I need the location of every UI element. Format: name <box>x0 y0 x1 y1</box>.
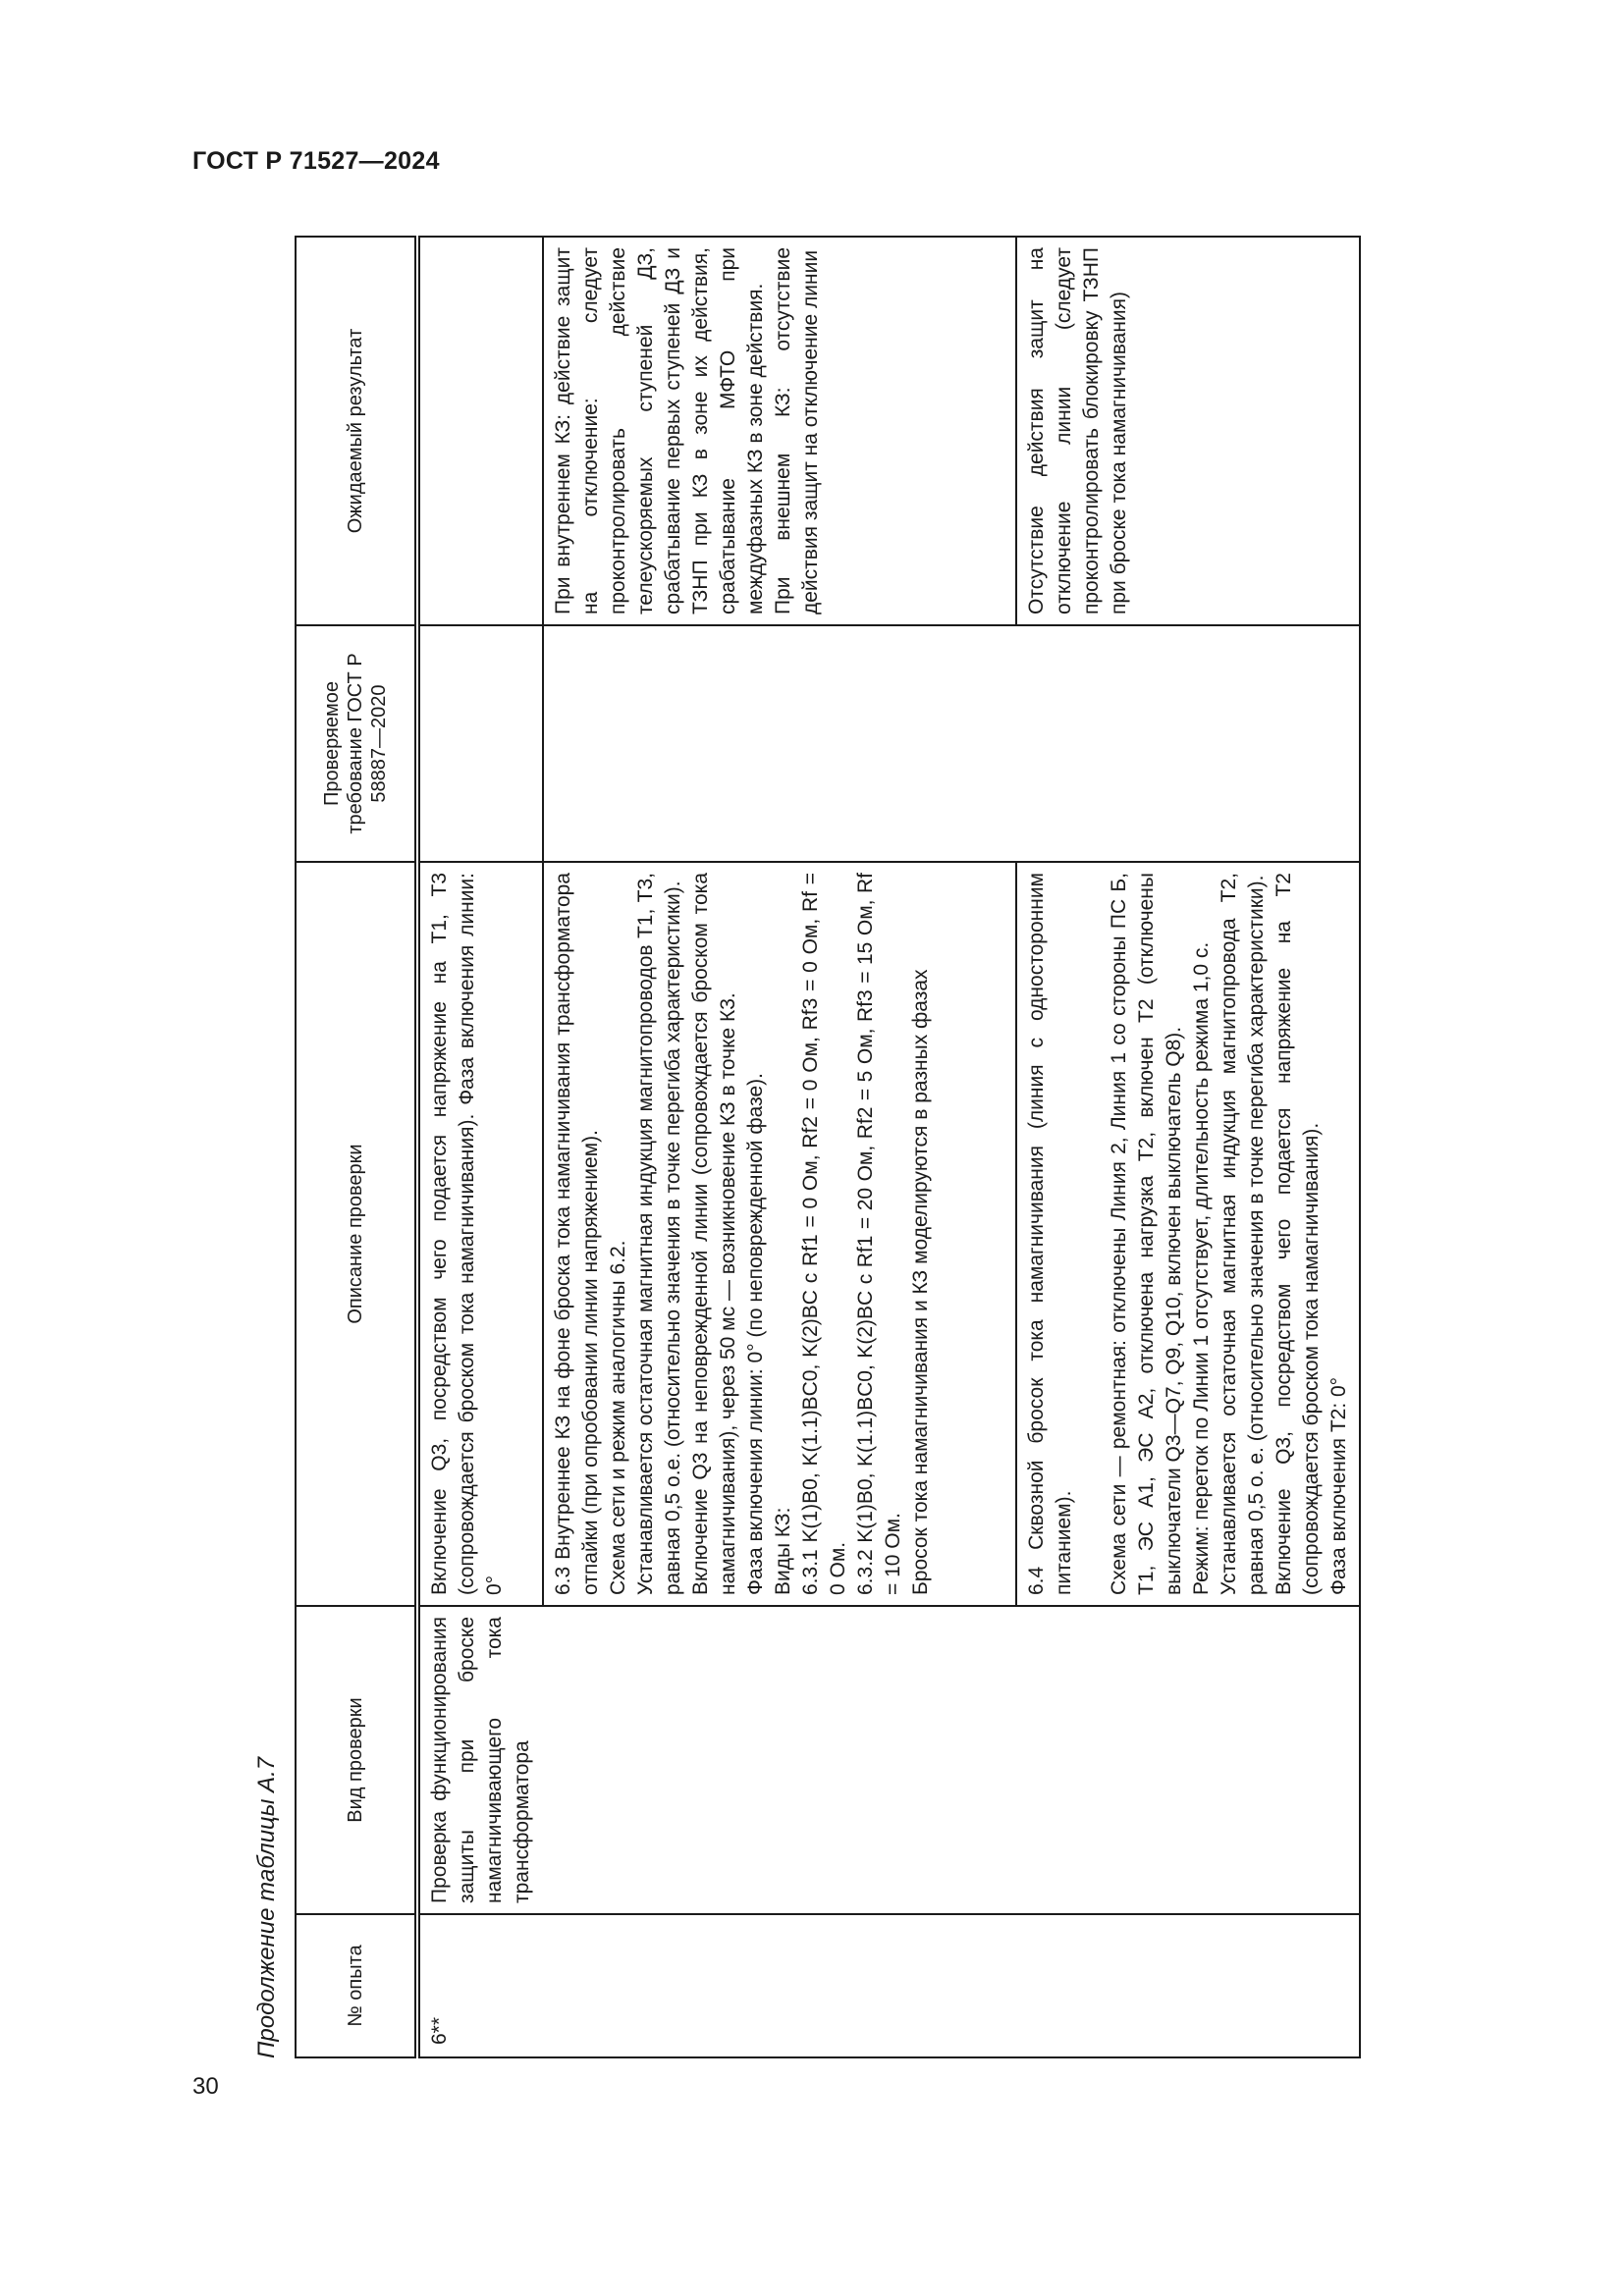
desc-6-4-p6: Фаза включения Т2: 0° <box>1327 1376 1350 1595</box>
desc-6-3-p2: Схема сети и режим аналогичны 6.2. <box>607 1240 629 1595</box>
column-header-type: Вид проверки <box>296 1606 417 1914</box>
desc-6-3-p4: Включение Q3 на неповрежденной линии (сопровождается броском тока намагничивания), через 50 мс — возникновение КЗ в точке К3. <box>689 873 739 1595</box>
desc-6-3-p6: Виды КЗ: <box>772 1507 794 1595</box>
description-6-4 <box>1016 862 1360 1606</box>
intro-result <box>417 237 543 625</box>
desc-6-3-p9: Бросок тока намагничивания и КЗ моделируются в разных фазах <box>909 969 932 1595</box>
intro-requirement <box>417 625 543 862</box>
document-header: ГОСТ Р 71527—2024 <box>192 147 440 175</box>
desc-6-3-p3: Устанавливается остаточная магнитная индукция магнитопроводов Т1, Т3, равная 0,5 о.е. (относительно значения в точке перегиба характеристики). <box>634 873 684 1595</box>
desc-6-4-p1: 6.4 Сквозной бросок тока намагничивания (линия с односторонним питанием). <box>1025 873 1075 1595</box>
desc-6-4-p5: Включение Q3, посредством чего подается напряжение на Т2 (сопровождается броском тока намагничивания). <box>1272 873 1323 1595</box>
desc-6-3-p7: 6.3.1 K(1)B0, K(1.1)BC0, K(2)BC с Rf1 = 0 Ом, Rf2 = 0 Ом, Rf3 = 0 Ом, Rf = 0 Ом. <box>799 873 849 1595</box>
test-table <box>295 236 1361 2058</box>
test-number: 6** <box>417 1914 1360 2057</box>
requirement-cell <box>543 625 1360 862</box>
column-header-requirement: Проверяемое требование ГОСТ Р 58887—2020 <box>296 625 417 862</box>
table-row-intro <box>417 237 543 2057</box>
result-6-3-internal: При внутреннем КЗ: действие защит на отключение: следует проконтролировать действие телеускоряемых ступеней ДЗ, срабатывание первых ступеней ДЗ и ТЗНП при КЗ в зоне их действия, срабатывание МФТО при междуфазных КЗ в зоне действия. <box>552 247 767 614</box>
table-caption: Продолжение таблицы А.7 <box>253 1756 280 2058</box>
column-header-result: Ожидаемый результат <box>296 237 417 625</box>
spacer <box>1078 873 1106 1595</box>
column-header-num: № опыта <box>296 1914 417 2057</box>
page-number: 30 <box>192 2073 219 2100</box>
description-6-3 <box>543 862 1016 1606</box>
desc-6-3-p5: Фаза включения линии: 0° (по неповрежденной фазе). <box>744 1073 767 1595</box>
table-header-row <box>296 237 417 2057</box>
test-type: Проверка функционирования защиты при броске намагничивающего тока трансформатора <box>417 1606 1360 1914</box>
desc-6-4-p3: Режим: переток по Линии 1 отсутствует, длительность режима 1,0 с. <box>1190 941 1213 1595</box>
desc-6-4-p4: Устанавливается остаточная магнитная индукция магнитопровода Т2, равная 0,5 о. е. (относительно значения в точке перегиба характеристики). <box>1218 873 1268 1595</box>
desc-6-3-p1: 6.3 Внутреннее КЗ на фоне броска тока намагничивания трансформатора отпайки (при опробовании линии напряжением). <box>552 873 602 1595</box>
desc-6-3-p8: 6.3.2 K(1)B0, K(1.1)BC0, K(2)BC с Rf1 = 20 Ом, Rf2 = 5 Ом, Rf3 = 15 Ом, Rf = 10 Ом. <box>854 873 904 1595</box>
intro-description: Включение Q3, посредством чего подается напряжение на Т1, Т3 (сопровождается броском тока намагничивания). Фаза включения линии: 0° <box>417 862 543 1606</box>
rotated-table-block <box>244 236 1468 2058</box>
desc-6-4-p2: Схема сети — ремонтная: отключены Линия 2, Линия 1 со стороны ПС Б, Т1, ЭС А1, ЭС А2, отключена нагрузка Т2, включен Т2 (отключены выключатели Q3—Q7, Q9, Q10, включен выключатель Q8). <box>1108 873 1185 1595</box>
result-6-3 <box>543 237 1016 625</box>
result-6-4: Отсутствие действия защит на отключение линии (следует проконтролировать блокировку ТЗНП при броске тока намагничивания) <box>1016 237 1360 625</box>
column-header-description: Описание проверки <box>296 862 417 1606</box>
result-6-3-external: При внешнем КЗ: отсутствие действия защит на отключение линии <box>772 247 822 614</box>
